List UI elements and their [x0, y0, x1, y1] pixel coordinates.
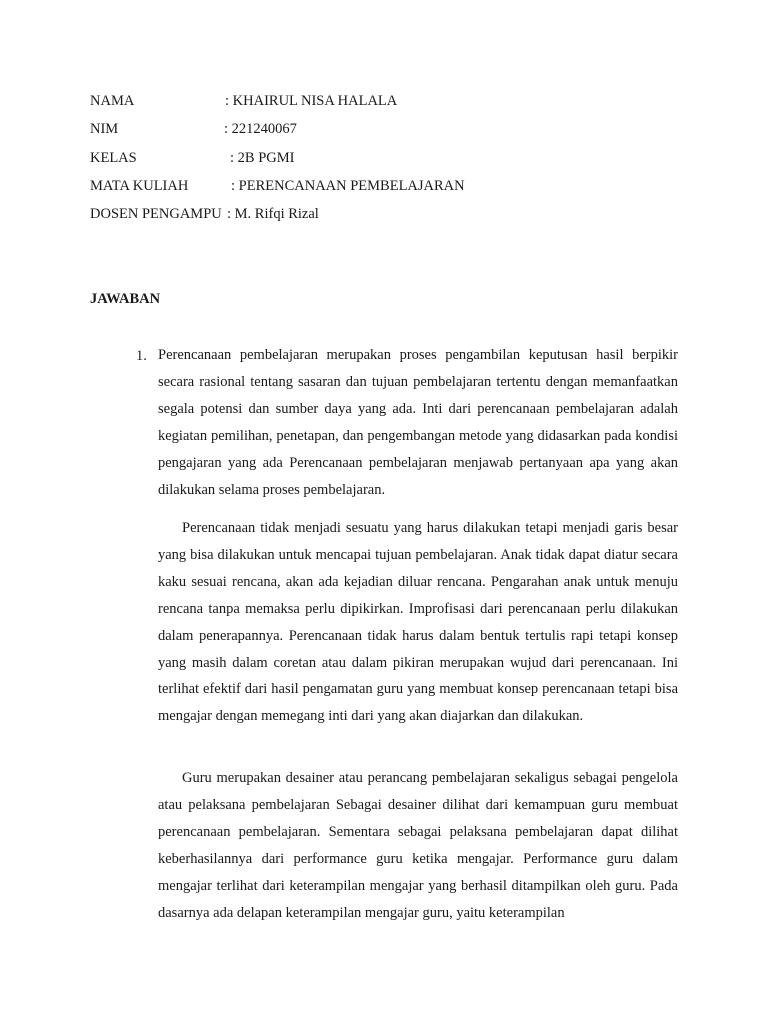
answer-paragraph-1: Perencanaan pembelajaran merupakan proses pengambilan keputusan hasil berpikir secara rasional tentang sasaran dan tujuan pembelajaran tertentu dengan memanfaatkan segala potensi dan sumber daya yang ada. Inti dari perencanaan pembelajaran adalah kegiatan pemilihan, penetapan, dan pengembangan metode yang didasarkan pada kondisi pengajaran yang ada Perencanaan pembelajaran menjawab pertanyaan apa yang akan dilakukan selama proses pembelajaran.	[158, 347, 678, 498]
info-label: MATA KULIAH	[90, 178, 189, 194]
info-value: : 221240067	[224, 121, 297, 137]
answer-heading: JAWABAN	[90, 291, 161, 307]
info-value: : 2B PGMI	[230, 150, 295, 166]
info-label: KELAS	[90, 150, 137, 166]
info-label: NIM	[90, 121, 119, 137]
info-value: : PERENCANAAN PEMBELAJARAN	[231, 178, 465, 194]
answer-paragraph-3: Guru merupakan desainer atau perancang pembelajaran sekaligus sebagai pengelola atau pelaksana pembelajaran Sebagai desainer dilihat dari kemampuan guru membuat perencanaan pembelajaran. Sementara sebagai pelaksana pembelajaran dapat dilihat keberhasilannya dari performance guru ketika mengajar. Performance guru dalam mengajar terlihat dari keterampilan mengajar yang berhasil ditampilkan oleh guru. Pada dasarnya ada delapan keterampilan mengajar guru, yaitu keterampilan	[158, 770, 678, 921]
info-value: : KHAIRUL NISA HALALA	[225, 93, 398, 109]
list-number: 1.	[136, 348, 147, 364]
info-value: : M. Rifqi Rizal	[227, 206, 319, 222]
info-label: NAMA	[90, 93, 135, 109]
answer-paragraph-2: Perencanaan tidak menjadi sesuatu yang harus dilakukan tetapi menjadi garis besar yang bisa dilakukan untuk mencapai tujuan pembelajaran. Anak tidak dapat diatur secara kaku sesuai rencana, akan ada kejadian diluar rencana. Pengarahan anak untuk menuju rencana tanpa memaksa perlu dipikirkan. Improfisasi dari perencanaan perlu dilakukan dalam penerapannya. Perencanaan tidak harus dalam bentuk tertulis rapi tetapi konsep yang masih dalam coretan atau dalam pikiran merupakan wujud dari perencanaan. Ini terlihat efektif dari hasil pengamatan guru yang membuat konsep perencanaan tetapi bisa mengajar dengan memegang inti dari yang akan diajarkan dan dilakukan.	[158, 520, 678, 725]
info-label: DOSEN PENGAMPU	[90, 206, 222, 222]
